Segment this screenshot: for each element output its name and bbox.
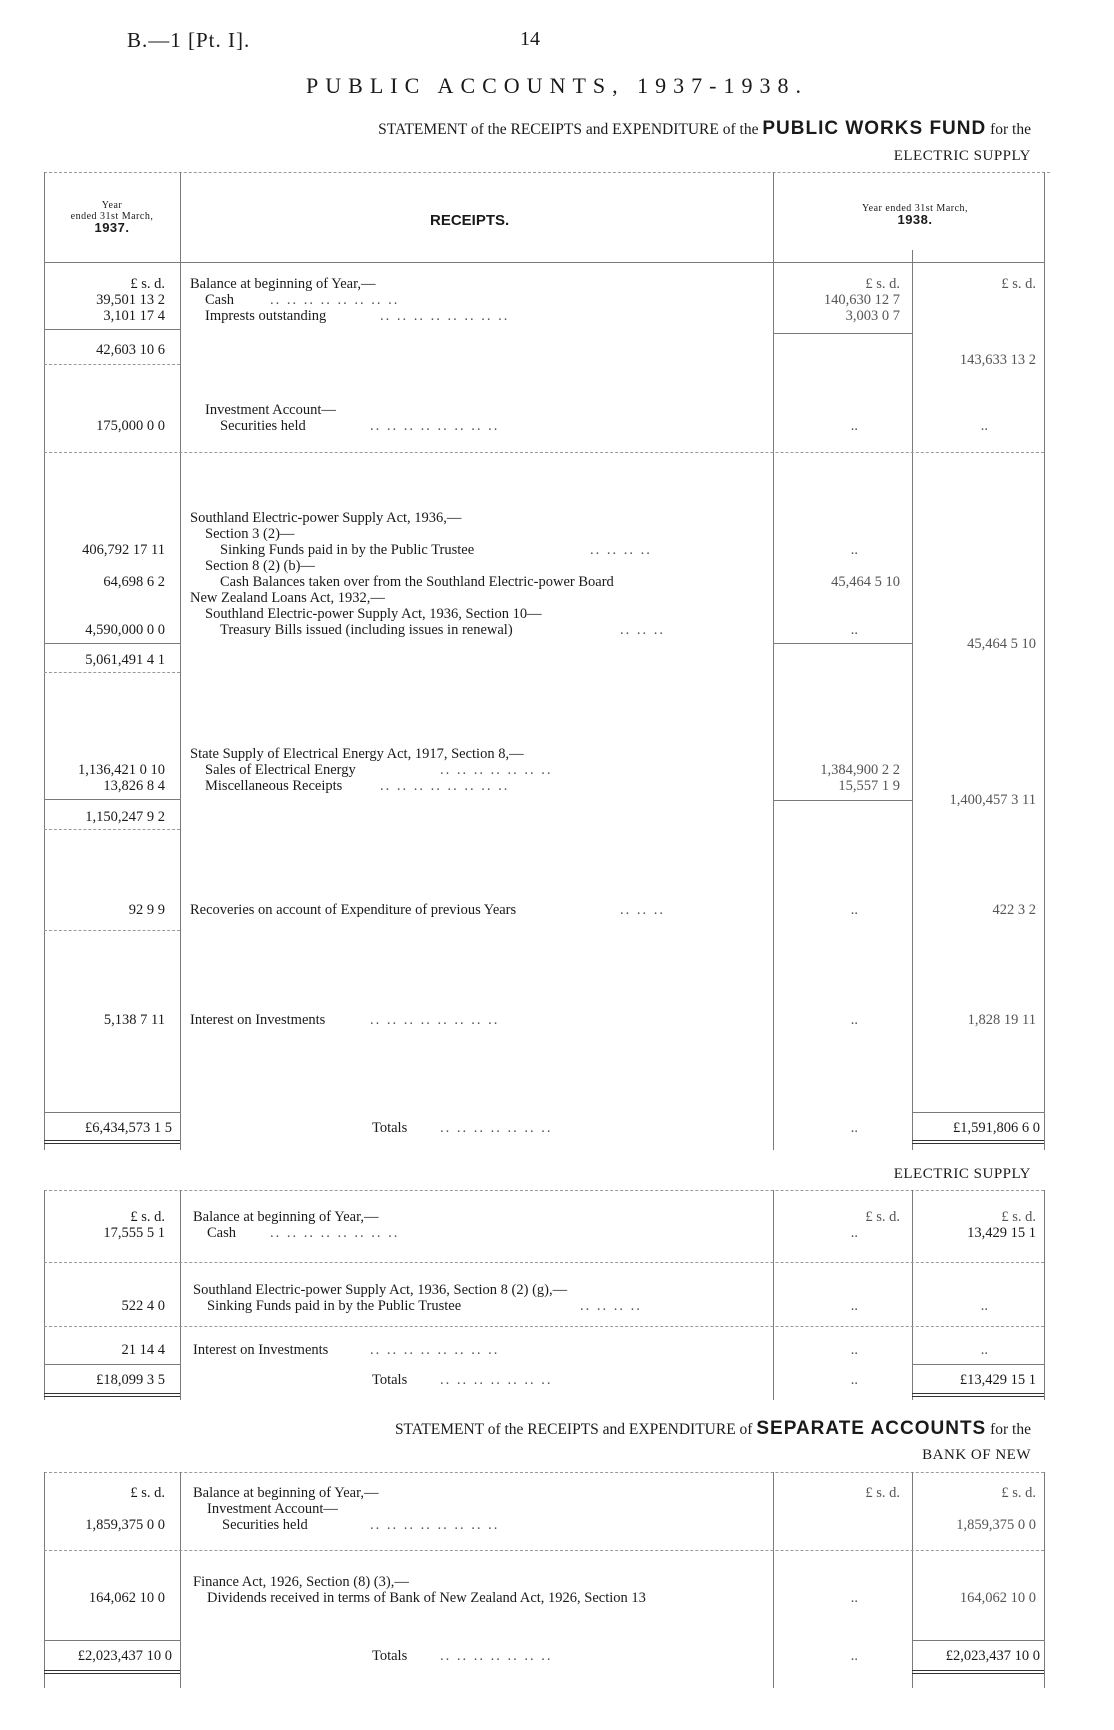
section-rule xyxy=(44,1550,1044,1551)
column-divider xyxy=(912,250,913,1150)
s2-cash-label: Cash xyxy=(207,1225,236,1241)
s3-dividends-curr2: 164,062 10 0 xyxy=(959,1590,1036,1606)
page-title: PUBLIC ACCOUNTS, 1937-1938. xyxy=(306,73,808,98)
totals-label: Totals xyxy=(372,1120,408,1136)
state-total-curr: 1,400,457 3 11 xyxy=(949,792,1036,808)
column-divider xyxy=(180,172,181,1150)
imprests-curr: 3,003 0 7 xyxy=(845,308,900,324)
totals-rule xyxy=(912,1112,1044,1113)
treasury-curr1: .. xyxy=(850,622,858,638)
section-3-label: Section 3 (2)— xyxy=(205,526,295,542)
column-divider xyxy=(180,1190,181,1400)
totals-curr2: £1,591,806 6 0 xyxy=(953,1120,1040,1136)
column-divider xyxy=(912,1472,913,1688)
table-left-border xyxy=(44,1472,45,1688)
balance-total-curr: 143,633 13 2 xyxy=(959,352,1036,368)
totals-double-rule xyxy=(912,1670,1044,1671)
s2-sinking-curr2: .. xyxy=(980,1298,988,1314)
s3-totals-prev: £2,023,437 10 0 xyxy=(77,1648,172,1664)
header-rule xyxy=(44,262,1044,263)
column-divider xyxy=(773,1190,774,1400)
treasury-label: Treasury Bills issued (including issues in renewal) xyxy=(220,622,513,638)
statement-subheading: ELECTRIC SUPPLY xyxy=(893,148,1031,164)
statement3-subheading: BANK OF NEW xyxy=(922,1447,1031,1463)
dot-leader: .. .. .. .. xyxy=(590,542,652,558)
subtotal-rule xyxy=(773,800,912,801)
document-reference: B.—1 [Pt. I]. xyxy=(127,28,251,52)
dot-leader: .. .. .. .. .. .. .. .. xyxy=(380,778,510,794)
subtotal-rule xyxy=(44,799,180,800)
cash-prev: 39,501 13 2 xyxy=(96,292,165,308)
s3-finance-act-heading: Finance Act, 1926, Section (8) (3),— xyxy=(193,1574,409,1590)
southland-total-curr: 45,464 5 10 xyxy=(967,636,1036,652)
southland-subtotal-prev: 5,061,491 4 1 xyxy=(85,652,165,668)
sinking-prev: 406,792 17 11 xyxy=(82,542,165,558)
s2-cash-curr2: 13,429 15 1 xyxy=(967,1225,1036,1241)
section-rule xyxy=(44,1326,1044,1327)
section-rule xyxy=(44,364,180,365)
s3-currency-curr2: £ s. d. xyxy=(1001,1485,1036,1501)
dot-leader: .. .. .. .. xyxy=(580,1298,642,1314)
recoveries-prev: 92 9 9 xyxy=(128,902,165,918)
heading-suffix: for the xyxy=(990,121,1031,138)
heading-fund-name: PUBLIC WORKS FUND xyxy=(762,118,987,139)
totals-rule xyxy=(912,1640,1044,1641)
subtotal-rule xyxy=(44,643,180,644)
s3-totals-curr2: £2,023,437 10 0 xyxy=(945,1648,1040,1664)
totals-double-rule xyxy=(44,1393,180,1394)
totals-double-rule xyxy=(912,1143,1044,1144)
s3-dividends-label: Dividends received in terms of Bank of New Zealand Act, 1926, Section 13 xyxy=(207,1590,646,1606)
misc-prev: 13,826 8 4 xyxy=(103,778,165,794)
heading-suffix: for the xyxy=(990,1421,1031,1438)
imprests-label: Imprests outstanding xyxy=(205,308,327,324)
heading-prefix: STATEMENT of the RECEIPTS and EXPENDITURE of xyxy=(394,1421,753,1438)
subtotal-rule xyxy=(773,333,912,334)
col-prev-line1: Year xyxy=(101,200,123,211)
s2-sinking-label: Sinking Funds paid in by the Public Trustee xyxy=(207,1298,462,1314)
table-right-border xyxy=(1044,1472,1045,1688)
dot-leader: .. .. .. xyxy=(620,622,665,638)
dot-leader: .. .. .. .. .. .. .. xyxy=(440,1648,553,1664)
cash-curr: 140,630 12 7 xyxy=(823,292,900,308)
s3-totals-curr1: .. xyxy=(850,1648,858,1664)
s2-cash-curr1: .. xyxy=(850,1225,858,1241)
s2-currency-curr1: £ s. d. xyxy=(865,1209,900,1225)
s2-sinking-curr1: .. xyxy=(850,1298,858,1314)
table-left-border xyxy=(44,172,45,1150)
currency-header-curr2: £ s. d. xyxy=(1001,276,1036,292)
investment-heading: Investment Account— xyxy=(205,402,336,418)
section-8-label: Section 8 (2) (b)— xyxy=(205,558,315,574)
dot-leader: .. .. .. .. .. .. .. .. xyxy=(370,1012,500,1028)
totals-curr1: .. xyxy=(850,1120,858,1136)
dot-leader: .. .. .. .. .. .. .. xyxy=(440,762,553,778)
column-header-prev-year xyxy=(44,200,180,235)
s2-sinking-prev: 522 4 0 xyxy=(121,1298,165,1314)
s2-totals-prev: £18,099 3 5 xyxy=(96,1372,165,1388)
table-right-border xyxy=(1044,172,1045,1150)
totals-double-rule xyxy=(44,1670,180,1671)
col-curr-line1: Year ended 31st March, xyxy=(861,203,969,214)
col-curr-year: 1938. xyxy=(897,212,933,227)
col-prev-year: 1937. xyxy=(94,220,130,235)
s2-interest-curr1: .. xyxy=(850,1342,858,1358)
table-right-border xyxy=(1044,1190,1045,1400)
statement-heading-separate-accounts xyxy=(395,1418,1031,1440)
recoveries-label: Recoveries on account of Expenditure of previous Years xyxy=(190,902,517,918)
totals-rule xyxy=(44,1364,180,1365)
totals-rule xyxy=(44,1640,180,1641)
sales-prev: 1,136,421 0 10 xyxy=(78,762,165,778)
s2-interest-curr2: .. xyxy=(980,1342,988,1358)
s3-investment-heading: Investment Account— xyxy=(207,1501,338,1517)
column-header-curr-year xyxy=(800,203,1030,227)
interest-curr1: .. xyxy=(850,1012,858,1028)
cash-label: Cash xyxy=(205,292,234,308)
totals-double-rule xyxy=(912,1396,1044,1397)
statement2-subheading: ELECTRIC SUPPLY xyxy=(893,1166,1031,1182)
southland-section-10: Southland Electric-power Supply Act, 1936, Section 10— xyxy=(205,606,542,622)
s3-currency-prev: £ s. d. xyxy=(130,1485,165,1501)
sinking-label: Sinking Funds paid in by the Public Trustee xyxy=(220,542,475,558)
balance-heading: Balance at beginning of Year,— xyxy=(190,276,376,292)
investment-curr1: .. xyxy=(850,418,858,434)
subtotal-rule xyxy=(44,329,180,330)
s3-securities-curr2: 1,859,375 0 0 xyxy=(956,1517,1036,1533)
dot-leader: .. .. .. .. .. .. .. .. xyxy=(370,1517,500,1533)
s2-southland-heading: Southland Electric-power Supply Act, 1936, Section 8 (2) (g),— xyxy=(193,1282,568,1298)
securities-label: Securities held xyxy=(220,418,306,434)
table-top-rule xyxy=(44,172,1050,173)
state-supply-heading: State Supply of Electrical Energy Act, 1917, Section 8,— xyxy=(190,746,524,762)
totals-double-rule xyxy=(44,1140,180,1141)
dot-leader: .. .. .. xyxy=(620,902,665,918)
s2-interest-label: Interest on Investments xyxy=(193,1342,329,1358)
totals-prev: £6,434,573 1 5 xyxy=(85,1120,172,1136)
s3-dividends-prev: 164,062 10 0 xyxy=(88,1590,165,1606)
s3-balance-heading: Balance at beginning of Year,— xyxy=(193,1485,379,1501)
cash-balances-curr1: 45,464 5 10 xyxy=(831,574,900,590)
totals-double-rule xyxy=(44,1396,180,1397)
totals-double-rule xyxy=(912,1673,1044,1674)
misc-curr1: 15,557 1 9 xyxy=(838,778,900,794)
southland-act-heading: Southland Electric-power Supply Act, 1936,— xyxy=(190,510,462,526)
section-rule xyxy=(44,829,180,830)
totals-rule xyxy=(912,1364,1044,1365)
s3-securities-prev: 1,859,375 0 0 xyxy=(85,1517,165,1533)
table-top-rule xyxy=(44,1190,1044,1191)
page-number: 14 xyxy=(520,28,540,50)
misc-label: Miscellaneous Receipts xyxy=(205,778,343,794)
sinking-curr1: .. xyxy=(850,542,858,558)
interest-curr2: 1,828 19 11 xyxy=(967,1012,1036,1028)
balance-subtotal-prev: 42,603 10 6 xyxy=(96,342,165,358)
s2-totals-label: Totals xyxy=(372,1372,408,1388)
dot-leader: .. .. .. .. .. .. .. .. xyxy=(270,292,400,308)
cash-balances-prev: 64,698 6 2 xyxy=(103,574,165,590)
section-rule xyxy=(44,930,180,931)
totals-double-rule xyxy=(44,1143,180,1144)
dot-leader: .. .. .. .. .. .. .. .. xyxy=(270,1225,400,1241)
section-rule xyxy=(44,452,1044,453)
s2-currency-prev: £ s. d. xyxy=(130,1209,165,1225)
nz-loans-heading: New Zealand Loans Act, 1932,— xyxy=(190,590,385,606)
section-rule xyxy=(44,1262,1044,1263)
column-divider xyxy=(180,1472,181,1688)
sales-curr1: 1,384,900 2 2 xyxy=(820,762,900,778)
interest-prev: 5,138 7 11 xyxy=(103,1012,165,1028)
s3-currency-curr1: £ s. d. xyxy=(865,1485,900,1501)
s2-interest-prev: 21 14 4 xyxy=(121,1342,165,1358)
dot-leader: .. .. .. .. .. .. .. xyxy=(440,1120,553,1136)
totals-double-rule xyxy=(44,1673,180,1674)
recoveries-curr1: .. xyxy=(850,902,858,918)
column-divider xyxy=(773,172,774,1150)
statement-heading-public-works xyxy=(378,118,1031,140)
heading-fund-name: SEPARATE ACCOUNTS xyxy=(756,1418,987,1439)
cash-balances-label: Cash Balances taken over from the Southland Electric-power Board xyxy=(220,574,614,590)
totals-rule xyxy=(44,1112,180,1113)
investment-prev: 175,000 0 0 xyxy=(96,418,165,434)
dot-leader: .. .. .. .. .. .. .. .. xyxy=(370,418,500,434)
s2-cash-prev: 17,555 5 1 xyxy=(103,1225,165,1241)
currency-header-curr1: £ s. d. xyxy=(865,276,900,292)
table-top-rule xyxy=(44,1472,1044,1473)
recoveries-curr2: 422 3 2 xyxy=(992,902,1036,918)
s3-dividends-curr1: .. xyxy=(850,1590,858,1606)
column-header-receipts: RECEIPTS. xyxy=(430,212,510,229)
s2-currency-curr2: £ s. d. xyxy=(1001,1209,1036,1225)
investment-curr2: .. xyxy=(980,418,988,434)
sales-label: Sales of Electrical Energy xyxy=(205,762,356,778)
col-prev-line2: ended 31st March, xyxy=(70,211,154,222)
state-subtotal-prev: 1,150,247 9 2 xyxy=(85,809,165,825)
section-rule xyxy=(44,672,180,673)
totals-double-rule xyxy=(912,1393,1044,1394)
table-left-border xyxy=(44,1190,45,1400)
dot-leader: .. .. .. .. .. .. .. .. xyxy=(380,308,510,324)
s2-totals-curr1: .. xyxy=(850,1372,858,1388)
column-divider xyxy=(912,1190,913,1400)
column-divider xyxy=(773,1472,774,1688)
imprests-prev: 3,101 17 4 xyxy=(103,308,165,324)
s2-balance-heading: Balance at beginning of Year,— xyxy=(193,1209,379,1225)
dot-leader: .. .. .. .. .. .. .. .. xyxy=(370,1342,500,1358)
treasury-prev: 4,590,000 0 0 xyxy=(85,622,165,638)
subtotal-rule xyxy=(773,643,912,644)
currency-header-prev: £ s. d. xyxy=(130,276,165,292)
totals-double-rule xyxy=(912,1140,1044,1141)
s3-securities-label: Securities held xyxy=(222,1517,308,1533)
interest-label: Interest on Investments xyxy=(190,1012,326,1028)
s3-totals-label: Totals xyxy=(372,1648,408,1664)
dot-leader: .. .. .. .. .. .. .. xyxy=(440,1372,553,1388)
s2-totals-curr2: £13,429 15 1 xyxy=(959,1372,1036,1388)
heading-prefix: STATEMENT of the RECEIPTS and EXPENDITURE of the xyxy=(378,121,759,138)
